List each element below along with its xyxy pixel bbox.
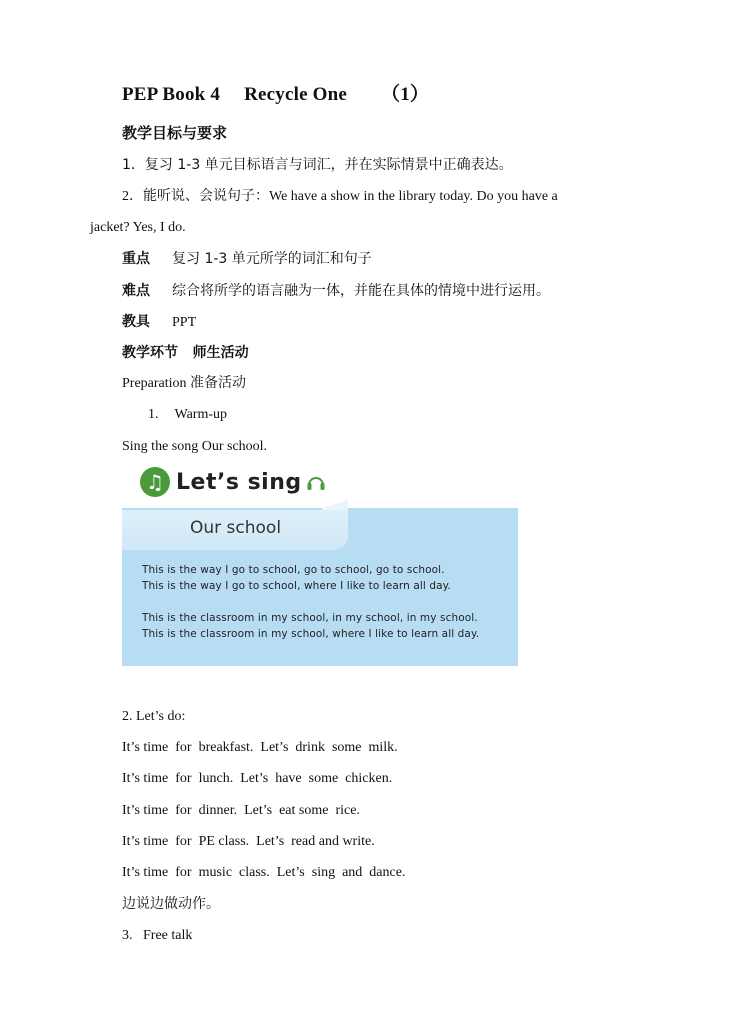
key-point-row [122, 250, 372, 269]
document-title [122, 86, 429, 104]
step-1-text: Warm-up [174, 407, 228, 422]
preparation-label: Preparation 准备活动 [122, 376, 247, 391]
lyric-line: This is the classroom in my school, in my school, in my school. [142, 612, 478, 624]
difficulty-row [122, 282, 550, 301]
key-point-label: 重点 [122, 251, 150, 267]
title-book: PEP Book 4 [122, 84, 221, 105]
action-note: 边说边做动作。 [122, 896, 220, 912]
lets-do-line: It’s time for PE class. Let’s read and write. [122, 834, 375, 849]
music-note-icon: ♫ [140, 467, 170, 497]
lyric-line: This is the way I go to school, go to school, go to school. [142, 564, 445, 576]
lyric-line: This is the classroom in my school, where I like to learn all day. [142, 628, 480, 640]
title-recycle: Recycle One [244, 84, 348, 105]
sing-instruction: Sing the song Our school. [122, 439, 268, 454]
song-card [122, 458, 520, 666]
tools-label: 教具 [122, 314, 150, 330]
step-2: 2. Let’s do: [122, 709, 186, 724]
step-1 [148, 406, 227, 424]
lets-sing-label: Let’s sing [176, 469, 302, 495]
goal-1: 1．复习 1-3 单元目标语言与词汇，并在实际情景中正确表达。 [122, 157, 513, 173]
song-title: Our school [190, 518, 282, 538]
step-3: 3. Free talk [122, 928, 193, 943]
lets-do-line: It’s time for breakfast. Let’s drink some milk. [122, 740, 398, 755]
lyric-line: This is the way I go to school, where I like to learn all day. [142, 580, 451, 592]
goal-2-line-1: 2．能听说、会说句子：We have a show in the library today. Do you have a [122, 189, 558, 204]
goal-2-line-2: jacket? Yes, I do. [90, 220, 186, 235]
lets-do-line: It’s time for music class. Let’s sing and dance. [122, 865, 406, 880]
lets-do-line: It’s time for dinner. Let’s eat some rice. [122, 803, 360, 818]
key-point-text: 复习 1-3 单元所学的词汇和句子 [172, 251, 372, 267]
difficulty-label: 难点 [122, 283, 150, 299]
tools-text: PPT [172, 315, 197, 330]
goals-heading: 教学目标与要求 [122, 124, 228, 142]
tools-row [122, 313, 196, 332]
headphones-icon [306, 473, 326, 491]
lets-do-line: It’s time for lunch. Let’s have some chicken. [122, 771, 393, 786]
difficulty-text: 综合将所学的语言融为一体，并能在具体的情境中进行运用。 [172, 283, 550, 299]
step-1-number: 1. [148, 407, 159, 422]
section-heading: 教学环节 师生活动 [122, 345, 249, 361]
title-lesson-number: （1） [381, 84, 430, 105]
lets-sing-header [140, 462, 326, 502]
